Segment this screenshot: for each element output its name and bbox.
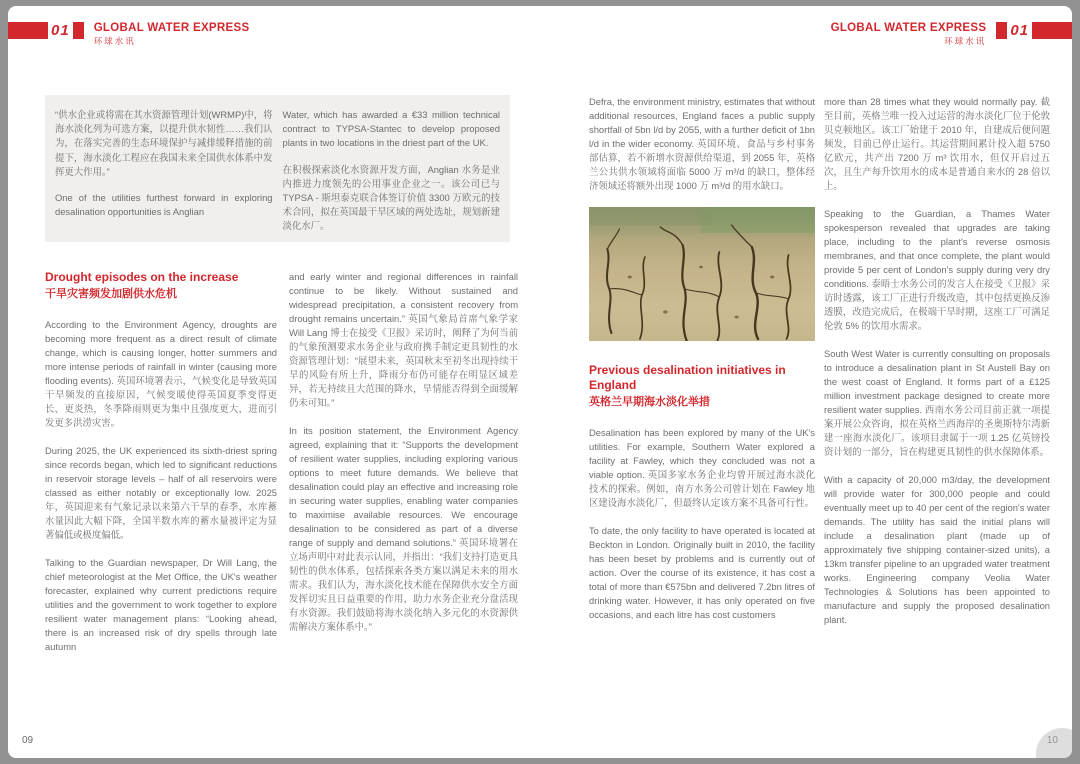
issue-number: 01	[51, 22, 70, 39]
left-page-column-1	[45, 270, 277, 668]
drought-photo	[589, 207, 815, 341]
magazine-title: GLOBAL WATER EXPRESS	[830, 22, 987, 34]
pull-quote-box	[45, 95, 510, 242]
section-heading-zh: 英格兰早期海水淡化举措	[589, 396, 710, 408]
magazine-title-block	[831, 22, 987, 46]
quote-paragraph: Water, which has awarded a €33 million technical contract to TYPSA-Stantec to develop proposed plants in two locations in the driest part of the UK.	[282, 109, 500, 149]
quote-column-1	[55, 108, 273, 229]
body-paragraph: more than 28 times what they would normally pay. 截至目前，英格兰唯一投入过运营的海水淡化厂位于伦敦贝克顿地区。该工厂始建于 2010 年，自建成后便问题频发，目前已停止运行。其运营期间累计投入超 5750 亿欧元，共产出 7200 万 m³ 饮用水，但仅开启过五次，且生产每升饮用水的成本是普通自来水的 28 倍以上。	[824, 96, 1050, 191]
section-heading-zh: 干旱灾害频发加剧供水危机	[45, 288, 177, 300]
body-paragraph: With a capacity of 20,000 m3/day, the development will provide water for 300,000 people and could eventually meet up to 40 per cent of the region's water demands. The utility has said the initial plans will include a desalination plant (made up of approximately five shipping container-sized units), a 13km transfer pipeline to an upgraded water treatment works. Engineering company Veolia Water Technologies & Solutions has been appointed to manufacture and supply the proposed desalination plant.	[824, 474, 1050, 625]
magazine-spread	[8, 6, 1072, 758]
quote-paragraph: “供水企业或将需在其水资源管理计划(WRMP)中，将海水淡化列为可选方案，以提升供水韧性……我们认为，在落实完善的生态环境保护与减排缓释措施的前提下，海水淡化工程应在我国未来全国供水体系中发挥更大作用。”	[55, 109, 273, 177]
body-paragraph: and early winter and regional differences in rainfall continue to be likely. Without sustained and widespread precipitation, a consistent recovery from drought remains uncertain.” 英国气象局首席气象学家 Will Lang 博士在接受《卫报》采访时，阐释了为何当前的气象预测要求水务企业与政府携手制定更具韧性的水资源管理计划：“展望未来，英国秋末至初冬出现持续干旱的风险有所上升，降雨分布仍可能存在明显区域差异，若无持续且大范围的降水，旱情能否得到全面缓解仍未可知。”	[289, 271, 518, 408]
body-paragraph: According to the Environment Agency, droughts are becoming more frequent as a direct result of climate change, which is causing longer, hotter summers and more intense periods of rainfall in winter (causing more flooding events). 英国环境署表示，气候变化是导致英国干旱频发的直接原因，气候变暖使得英国夏季变得更长、更炎热，冬季降雨则更为集中且强度更大，进而引发更多洪涝灾害。	[45, 319, 277, 428]
issue-block-icon	[73, 22, 84, 39]
issue-block-icon	[996, 22, 1007, 39]
header-left	[8, 22, 259, 46]
header-right	[821, 22, 1072, 46]
magazine-title-block	[94, 22, 250, 46]
body-paragraph: Talking to the Guardian newspaper, Dr Will Lang, the chief meteorologist at the Met Office, the UK's weather forecaster, explained why current predictions require utilities and the government to work together to explore resilient water management plans: “Looking ahead, there is an increased risk of dry spells through late autumn	[45, 557, 277, 652]
body-paragraph: Desalination has been explored by many of the UK's utilities. For example, Southern Water explored a facility at Fawley, which they concluded was not a viable option. 英国多家水务企业均曾开展过海水淡化技术的探索。例如，南方水务公司曾计划在 Fawley 地区建设海水淡化厂，但最终认定该方案不具备可行性。	[589, 427, 815, 508]
quote-paragraph: One of the utilities furthest forward in exploring desalination opportunities is Anglian	[55, 192, 273, 218]
magazine-title: GLOBAL WATER EXPRESS	[93, 22, 250, 34]
issue-number: 01	[1010, 22, 1029, 39]
body-paragraph: Speaking to the Guardian, a Thames Water spokesperson revealed that upgrades are taking place, including to the plant's reverse osmosis membranes, and that once complete, the plant would provide 5 per cent of London's supply during very dry conditions. 泰晤士水务公司的发言人在接受《卫报》采访时透露，该工厂正进行升级改造，其中包括更换反渗透膜，改造完成后，在极端干旱时期，这座工厂可满足伦敦 5% 的饮用水需求。	[824, 208, 1050, 331]
issue-bar-icon	[8, 22, 48, 39]
body-paragraph: To date, the only facility to have operated is located at Beckton in London. Originally built in 2010, the facility has been beset by problems and is currently out of action. Over the course of its existence, it has cost a total of more than €575bn and delivered 7.2bn litres of drinking water. However, it has only operated on five occasions, and each litre has cost customers	[589, 525, 815, 620]
section-heading-en: Drought episodes on the increase	[45, 270, 239, 284]
section-heading-en: Previous desalination initiatives in England	[589, 363, 786, 392]
quote-paragraph: 在积极探索淡化水资源开发方面，Anglian 水务是业内推进力度领先的公用事业企业之一。该公司已与 TYPSA - 斯坦泰克联合体签订价值 3300 万欧元的技术合同，拟在英国最干旱区域的两处选址，规划新建淡化水厂。	[282, 163, 500, 232]
left-page-column-2	[289, 270, 518, 648]
body-paragraph: In its position statement, the Environment Agency agreed, explaining that it: “Supports the development of resilient water supplies, including exploring various options to meet future demands. We believe that desalination could play an effective and increasing role in securing water supplies, enabling water companies to maximise available resources. We encourage desalination to be considered as part of a diverse range of supply and demand solutions.” 英国环境署在立场声明中对此表示认同，并指出：“我们支持打造更具韧性的供水体系，包括探索各类方案以满足未来的用水需求。我们认为，海水淡化技术能在保障供水安全方面发挥切实且日益重要的作用，助力水务企业充分盘活现有水资源。我们鼓励将海水淡化纳入多元化的水资源供需解决方案体系中。”	[289, 425, 518, 632]
quote-column-2	[282, 108, 501, 232]
page-number-left: 09	[22, 735, 34, 746]
body-paragraph: Defra, the environment ministry, estimates that without additional resources, England faces a public supply shortfall of 5bn l/d by 2055, with a further deficit of 1bn l/d in the wider economy. 英国环境、食品与乡村事务部估算，若不新增水资源供给渠道，到 2055 年，英格兰公共供水领域将面临 5000 万 m³/d 的缺口，整体经济领域还将额外出现 1000 万 m³/d 的用水缺口。	[589, 96, 815, 191]
right-page-column-1	[589, 95, 815, 636]
body-paragraph: South West Water is currently consulting on proposals to introduce a desalination plant in St Austell Bay on the west coast of England. It forms part of a £125 million investment package designed to create more resilient water supplies. 西南水务公司目前正就一项提案开展公众咨询，拟在英格兰西海岸的圣奥斯特尔湾新建一座海水淡化厂。该项目隶属于一项 1.25 亿英镑投资计划的一部分，旨在构建更具韧性的供水保障体系。	[824, 348, 1050, 457]
issue-bar-icon	[1032, 22, 1072, 39]
magazine-subtitle: 环球水讯	[93, 36, 136, 46]
right-page-column-2	[824, 95, 1050, 641]
body-paragraph: During 2025, the UK experienced its sixth-driest spring since records began, which led to significant reductions in reservoir storage levels – half of all reservoirs were classed as either notably or exceptionally low. 2025 年，英国迎来有气象记录以来第六干旱的春季，水库蓄水量因此大幅下降，全国半数水库的蓄水量被评定为显著偏低或极度偏低。	[45, 445, 277, 540]
corner-watermark	[1036, 728, 1072, 758]
magazine-subtitle: 环球水讯	[944, 36, 987, 46]
